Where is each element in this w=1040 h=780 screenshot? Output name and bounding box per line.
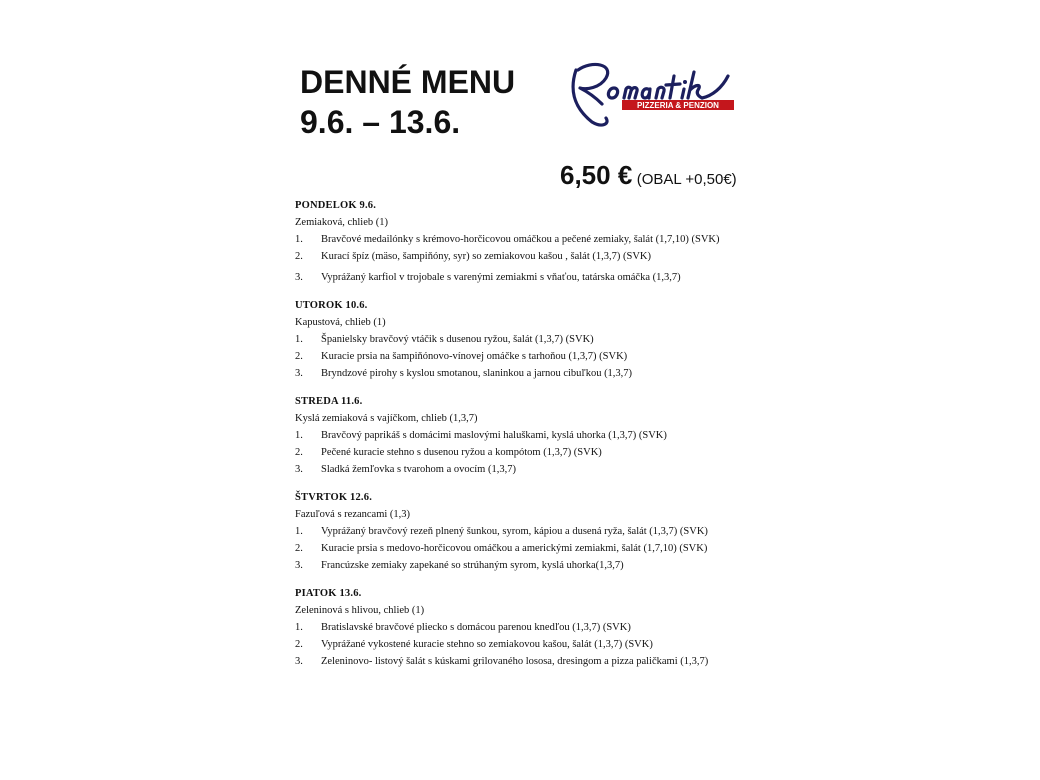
item-number: 1. <box>295 430 303 441</box>
item-number: 2. <box>295 543 303 554</box>
item-text: Vyprážaný bravčový rezeň plnený šunkou, syrom, kápiou a dusená ryža, šalát (1,3,7) (SVK) <box>321 526 708 537</box>
list-item <box>295 248 1015 265</box>
item-number: 1. <box>295 234 303 245</box>
item-number: 1. <box>295 622 303 633</box>
list-item <box>295 269 1015 286</box>
day-title: ŠTVRTOK 12.6. <box>295 492 373 503</box>
item-text: Pečené kuracie stehno s dusenou ryžou a kompótom (1,3,7) (SVK) <box>321 447 602 458</box>
soup-line: Kapustová, chlieb (1) <box>295 317 386 328</box>
item-number: 2. <box>295 351 303 362</box>
day-thursday <box>295 490 1015 574</box>
item-text: Bravčové medailónky s krémovo-horčicovou omáčkou a pečené zemiaky, šalát (1,7,10) (SVK) <box>321 234 720 245</box>
day-monday <box>295 198 1015 286</box>
item-number: 3. <box>295 272 303 283</box>
logo-tagline: PIZZERIA & PENZION <box>637 101 719 110</box>
title-dates: 9.6. – 13.6. <box>300 104 461 140</box>
list-item <box>295 461 1015 478</box>
item-text: Sladká žemľovka s tvarohom a ovocím (1,3,7) <box>321 464 516 475</box>
title-menu: DENNÉ MENU <box>300 64 516 100</box>
soup-line: Zemiaková, chlieb (1) <box>295 217 389 228</box>
list-item <box>295 348 1015 365</box>
item-text: Vyprážaný karfiol v trojobale s varenými zemiakmi s vňaťou, tatárska omáčka (1,3,7) <box>321 272 681 283</box>
day-title: UTOROK 10.6. <box>295 300 368 311</box>
list-item <box>295 636 1015 653</box>
item-number: 1. <box>295 526 303 537</box>
soup-line: Kyslá zemiaková s vajíčkom, chlieb (1,3,7) <box>295 413 478 424</box>
item-number: 2. <box>295 251 303 262</box>
day-title: PONDELOK 9.6. <box>295 200 377 211</box>
item-text: Bratislavské bravčové pliecko s domácou parenou knedľou (1,3,7) (SVK) <box>321 622 631 633</box>
list-item <box>295 444 1015 461</box>
item-number: 3. <box>295 656 303 667</box>
item-number: 3. <box>295 560 303 571</box>
list-item <box>295 540 1015 557</box>
list-item <box>295 331 1015 348</box>
item-text: Zeleninovo- listový šalát s kúskami grilovaného lososa, dresingom a pizza paličkami (1,3,7) <box>321 656 709 667</box>
item-number: 2. <box>295 447 303 458</box>
item-text: Bryndzové pirohy s kyslou smotanou, slaninkou a jarnou cibuľkou (1,3,7) <box>321 368 633 379</box>
item-text: Španielsky bravčový vtáčik s dusenou ryžou, šalát (1,3,7) (SVK) <box>321 334 594 345</box>
list-item <box>295 231 1015 248</box>
list-item <box>295 653 1015 670</box>
item-number: 3. <box>295 368 303 379</box>
list-item <box>295 619 1015 636</box>
page-title <box>300 62 515 142</box>
list-item <box>295 365 1015 382</box>
item-text: Francúzske zemiaky zapekané so strúhaným syrom, kyslá uhorka(1,3,7) <box>321 560 624 571</box>
item-number: 3. <box>295 464 303 475</box>
item-text: Bravčový paprikáš s domácimi maslovými haluškami, kyslá uhorka (1,3,7) (SVK) <box>321 430 667 441</box>
item-text: Kurací špíz (mäso, šampiňóny, syr) so zemiakovou kašou , šalát (1,3,7) (SVK) <box>321 251 652 262</box>
list-item <box>295 557 1015 574</box>
item-text: Vyprážané vykostené kuracie stehno so zemiakovou kašou, šalát (1,3,7) (SVK) <box>321 639 653 650</box>
day-title: STREDA 11.6. <box>295 396 363 407</box>
item-text: Kuracie prsia na šampiňónovo-vínovej omáčke s tarhoňou (1,3,7) (SVK) <box>321 351 628 362</box>
item-number: 1. <box>295 334 303 345</box>
packaging-note: (OBAL +0,50€) <box>636 171 737 188</box>
day-title: PIATOK 13.6. <box>295 588 362 599</box>
menu-price: 6,50 € <box>560 160 633 190</box>
day-friday <box>295 586 1015 670</box>
day-tuesday <box>295 298 1015 382</box>
list-item <box>295 523 1015 540</box>
weekly-menu <box>295 198 1015 682</box>
list-item <box>295 427 1015 444</box>
soup-line: Zeleninová s hlivou, chlieb (1) <box>295 605 425 616</box>
day-wednesday <box>295 394 1015 478</box>
item-text: Kuracie prsia s medovo-horčicovou omáčkou a americkými zemiakmi, šalát (1,7,10) (SVK) <box>321 543 708 554</box>
price-line <box>560 160 737 191</box>
soup-line: Fazuľová s rezancami (1,3) <box>295 509 411 520</box>
romantik-logo <box>562 58 742 128</box>
item-number: 2. <box>295 639 303 650</box>
